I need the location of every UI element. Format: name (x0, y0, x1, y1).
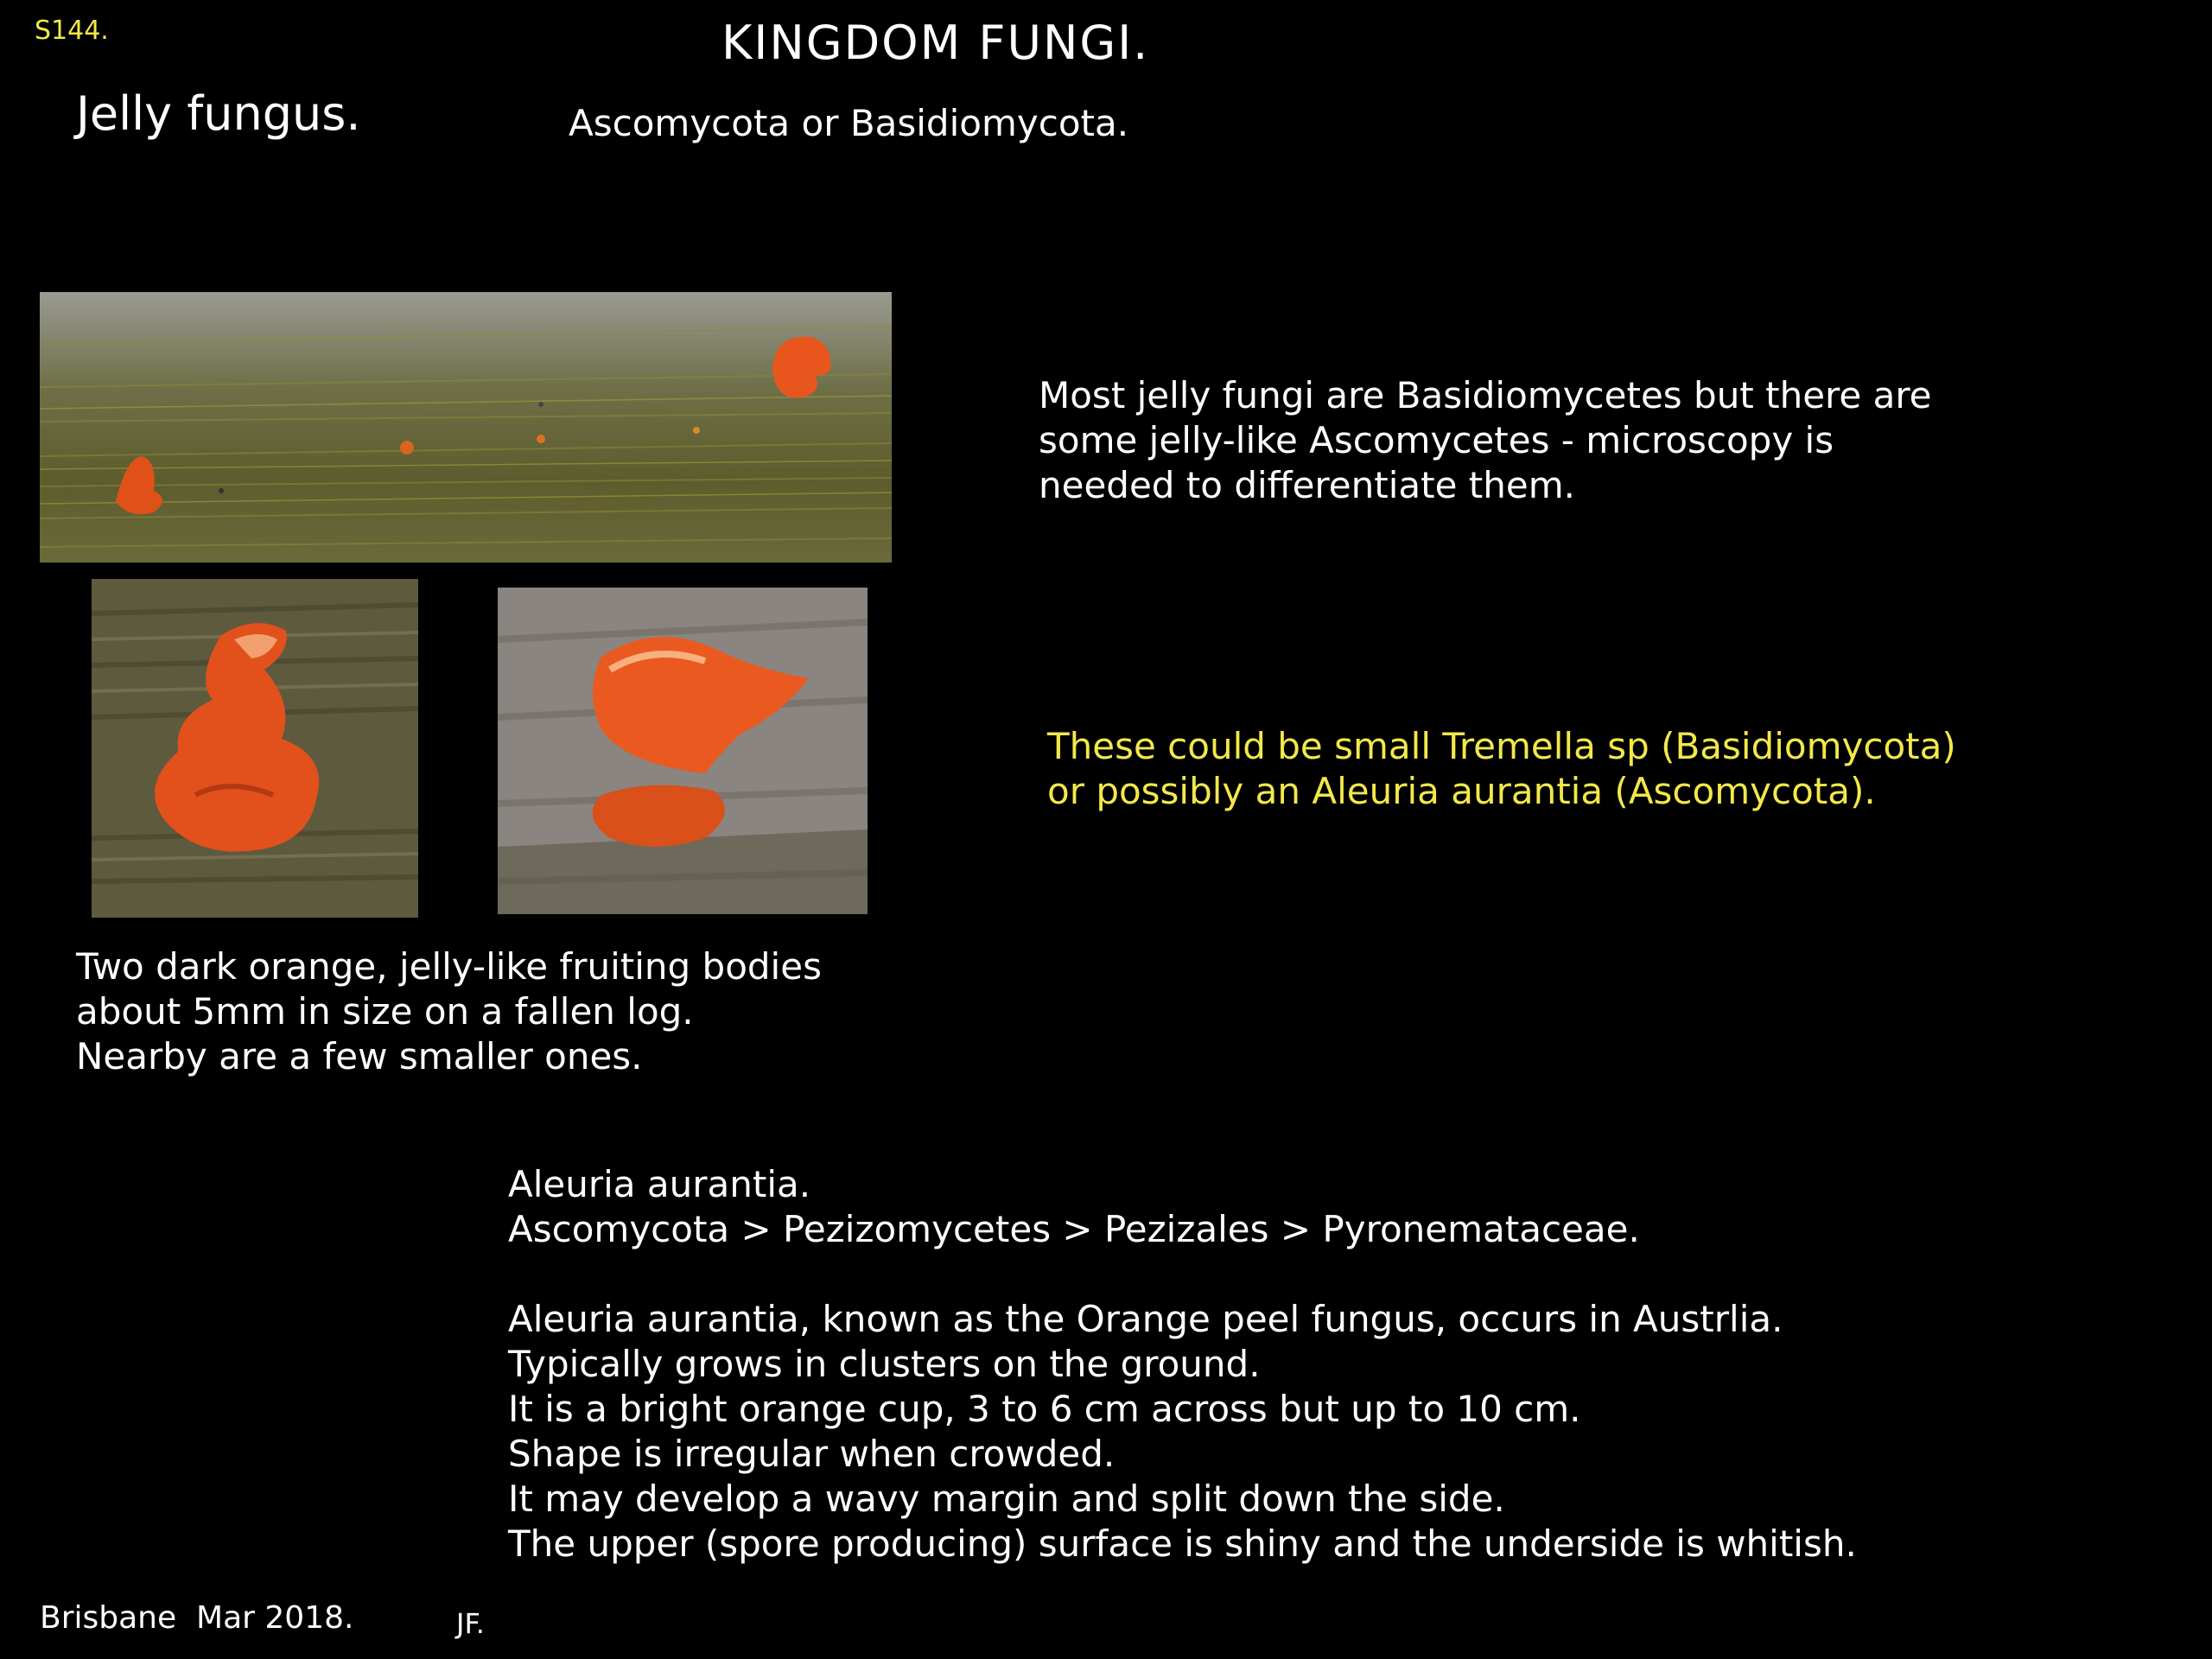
photo-caption (76, 944, 822, 1079)
note-line: needed to differentiate them. (1039, 464, 1575, 506)
species-line: The upper (spore producing) surface is shiny and the underside is whitish. (508, 1522, 1857, 1565)
note-line: These could be small Tremella sp (Basidiomycota) (1047, 725, 1956, 767)
log-overview-photo (40, 292, 892, 563)
note-line: or possibly an Aleuria aurantia (Ascomycota). (1047, 770, 1876, 812)
closeup-photo-left (92, 579, 418, 918)
identification-note (1039, 373, 1932, 508)
caption-line: Two dark orange, jelly-like fruiting bodies (76, 945, 822, 988)
caption-line: about 5mm in size on a fallen log. (76, 990, 694, 1033)
page-subtitle: Jelly fungus. (76, 86, 361, 141)
slide-id: S144. (35, 16, 109, 46)
caption-line: Nearby are a few smaller ones. (76, 1035, 643, 1077)
division-label: Ascomycota or Basidiomycota. (569, 102, 1129, 144)
species-line: Aleuria aurantia, known as the Orange peel fungus, occurs in Austrlia. (508, 1298, 1783, 1340)
species-line: Typically grows in clusters on the ground. (508, 1343, 1261, 1385)
note-line: some jelly-like Ascomycetes - microscopy is (1039, 419, 1834, 461)
species-line: Ascomycota > Pezizomycetes > Pezizales > Pyronemataceae. (508, 1208, 1640, 1250)
species-line: It is a bright orange cup, 3 to 6 cm across but up to 10 cm. (508, 1388, 1581, 1430)
species-line: Aleuria aurantia. (508, 1163, 811, 1205)
species-line: It may develop a wavy margin and split down the side. (508, 1478, 1505, 1520)
footer-author: JF. (456, 1607, 485, 1640)
species-line: Shape is irregular when crowded. (508, 1433, 1116, 1475)
footer-place-date: Brisbane Mar 2018. (40, 1600, 354, 1636)
species-line-spacer (508, 1252, 1857, 1297)
closeup-photo-right (498, 588, 868, 914)
page-title: KINGDOM FUNGI. (721, 16, 1150, 70)
identification-suggestion (1047, 724, 1956, 814)
species-description (508, 1162, 1857, 1567)
note-line: Most jelly fungi are Basidiomycetes but there are (1039, 374, 1932, 416)
